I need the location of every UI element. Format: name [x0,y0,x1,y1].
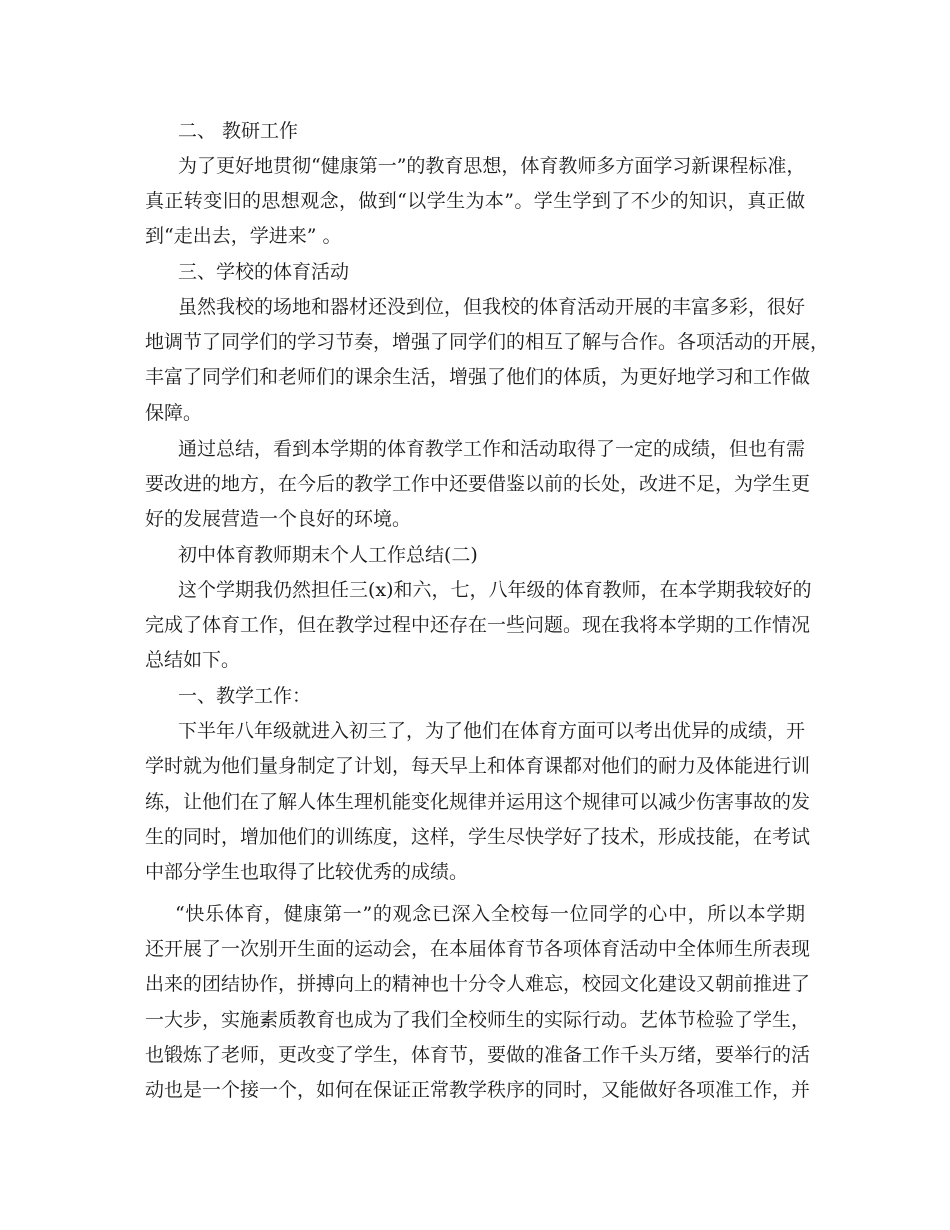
paragraph-line: 动也是一个接一个，如何在保证正常教学秩序的同时，又能做好各项准工作，并 [145,1079,811,1101]
paragraph-line: 好的发展营造一个良好的环境。 [145,508,412,530]
paragraph-line: 生的同时，增加他们的训练度，这样，学生尽快学好了技术，形成技能，在考试 [145,826,811,848]
paragraph-line: 地调节了同学们的学习节奏，增强了同学们的相互了解与合作。各项活动的开展， [145,331,830,353]
section-heading-teaching-research: 二、 教研工作 [178,120,299,142]
paragraph-line: “快乐体育，健康第一”的观念已深入全校每一位同学的心中，所以本学期 [175,903,805,925]
paragraph-line: 为了更好地贯彻“健康第一”的教育思想，体育教师多方面学习新课程标准， [178,155,806,177]
paragraph-line: 一大步，实施素质教育也成为了我们全校师生的实际行动。艺体节检验了学生， [145,1009,811,1031]
paragraph-line: 到“走出去，学进来” 。 [145,225,342,247]
section-heading-school-sports: 三、学校的体育活动 [178,261,350,283]
document-subtitle: 初中体育教师期末个人工作总结(二) [178,544,478,566]
paragraph-line: 保障。 [145,402,203,424]
paragraph-line: 通过总结，看到本学期的体育教学工作和活动取得了一定的成绩，但也有需 [178,438,806,460]
paragraph-line: 丰富了同学们和老师们的课余生活，增强了他们的体质，为更好地学习和工作做 [145,366,811,388]
section-heading-teaching-work: 一、教学工作： [178,685,312,707]
paragraph-line: 总结如下。 [145,649,241,671]
paragraph-line: 也锻炼了老师，更改变了学生，体育节，要做的准备工作千头万绪，要举行的活 [145,1044,811,1066]
paragraph-line: 这个学期我仍然担任三(x)和六，七，八年级的体育教师，在本学期我较好的 [178,579,812,601]
paragraph-line: 要改进的地方，在今后的教学工作中还要借鉴以前的长处，改进不足，为学生更 [145,473,811,495]
paragraph-line: 真正转变旧的思想观念，做到“以学生为本”。学生学到了不少的知识，真正做 [145,190,805,212]
paragraph-line: 出来的团结协作，拼搏向上的精神也十分令人难忘，校园文化建设又朝前推进了 [145,973,811,995]
paragraph-line: 中部分学生也取得了比较优秀的成绩。 [145,861,469,883]
paragraph-line: 完成了体育工作，但在教学过程中还存在一些问题。现在我将本学期的工作情况 [145,614,811,636]
paragraph-line: 学时就为他们量身制定了计划，每天早上和体育课都对他们的耐力及体能进行训 [145,755,811,777]
paragraph-line: 下半年八年级就进入初三了，为了他们在体育方面可以考出优异的成绩，开 [178,720,806,742]
paragraph-line: 虽然我校的场地和器材还没到位，但我校的体育活动开展的丰富多彩，很好 [178,296,806,318]
paragraph-line: 还开展了一次别开生面的运动会，在本届体育节各项体育活动中全体师生所表现 [145,938,811,960]
paragraph-line: 练，让他们在了解人体生理机能变化规律并运用这个规律可以减少伤害事故的发 [145,791,811,813]
